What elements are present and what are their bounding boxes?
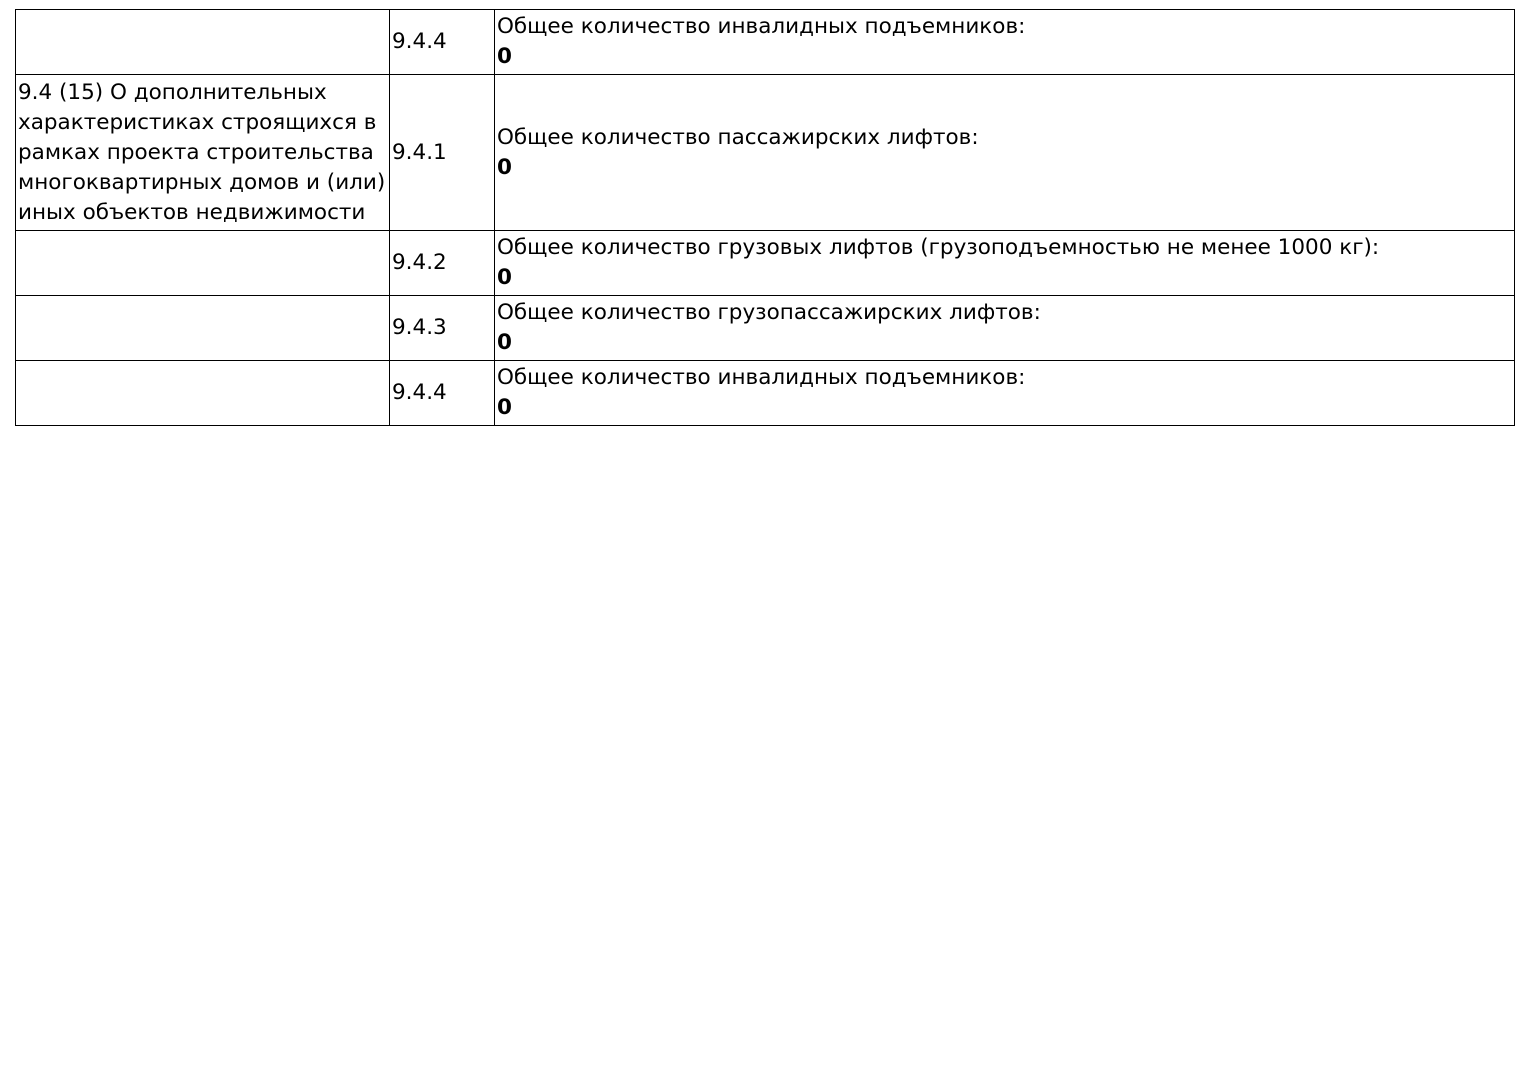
- item-value: 0: [497, 265, 512, 290]
- item-label: Общее количество грузовых лифтов (грузоподъемностью не менее 1000 кг):: [497, 235, 1380, 260]
- item-code: 9.4.3: [390, 296, 495, 361]
- item-label: Общее количество инвалидных подъемников:: [497, 365, 1026, 390]
- item-label: Общее количество грузопассажирских лифтов:: [497, 300, 1041, 325]
- section-text: 9.4 (15) О дополнительных характеристиках строящихся в рамках проекта строительства многоквартирных домов и (или) иных объектов недвижимости: [18, 79, 386, 225]
- description-cell: [495, 10, 1515, 75]
- item-code: 9.4.1: [390, 75, 495, 231]
- section-cell: [16, 75, 390, 231]
- item-value: 0: [497, 395, 512, 420]
- table-row: [16, 10, 1515, 75]
- description-cell: [495, 231, 1515, 296]
- item-label: Общее количество пассажирских лифтов:: [497, 124, 979, 150]
- description-cell: [495, 296, 1515, 361]
- table-row: [16, 296, 1515, 361]
- section-cell: [16, 231, 390, 296]
- item-code: 9.4.2: [390, 231, 495, 296]
- section-cell: [16, 296, 390, 361]
- item-value: 0: [497, 330, 512, 355]
- section-cell: [16, 361, 390, 426]
- item-label: Общее количество инвалидных подъемников:: [497, 14, 1026, 39]
- section-cell: [16, 10, 390, 75]
- characteristics-table: [15, 9, 1515, 426]
- item-value: 0: [497, 154, 512, 180]
- description-cell: [495, 75, 1515, 231]
- table-row: [16, 231, 1515, 296]
- table-row: [16, 361, 1515, 426]
- item-value: 0: [497, 44, 512, 69]
- table-row: [16, 75, 1515, 231]
- description-cell: [495, 361, 1515, 426]
- item-code: 9.4.4: [390, 361, 495, 426]
- item-code: 9.4.4: [390, 10, 495, 75]
